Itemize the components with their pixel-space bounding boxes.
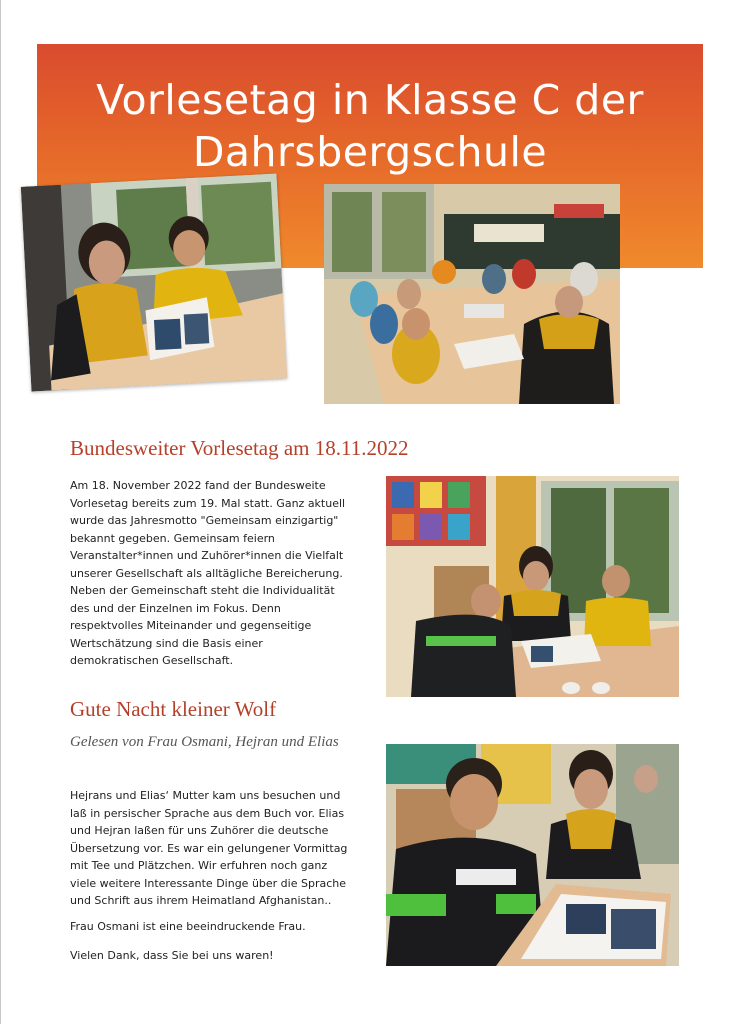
page-edge xyxy=(0,0,1,1024)
paragraph-line: und Schrift aus ihrem Heimatland Afghanistan.. xyxy=(70,894,332,907)
paragraph-line: Am 18. November 2022 fand der Bundesweite xyxy=(70,479,326,492)
photo-mother-reading-with-boy xyxy=(21,173,287,391)
page-title-line-2: Dahrsbergschule xyxy=(192,128,548,176)
closing-line-thanks: Vielen Dank, dass Sie bei uns waren! xyxy=(70,949,274,962)
paragraph-line: mit Tee und Plätzchen. Wir erfuhren noch ganz xyxy=(70,859,328,872)
paragraph-line: wurde das Jahresmotto "Gemeinsam einzigartig" xyxy=(70,514,339,527)
paragraph-line: viele weitere Interessante Dinge über die Sprache xyxy=(70,876,346,890)
paragraph-line: bekannt gegeben. Gemeinsam feiern xyxy=(70,531,275,545)
paragraph-line: respektvolles Miteinander und gegenseitige xyxy=(70,619,312,632)
paragraph-line: und Hejran laßen für uns Zuhörer die deutsche xyxy=(70,824,329,837)
paragraph-line: demokratischen Gesellschaft. xyxy=(70,654,234,667)
paragraph-line: des und der Einzelnen im Fokus. Denn xyxy=(70,601,281,615)
photo-mother-with-two-boys xyxy=(386,476,679,697)
paragraph-line: laß in persischer Sprache aus dem Buch vor. Elias xyxy=(70,806,345,820)
paragraph-line: Vorlesetag bereits zum 19. Mal statt. Ganz aktuell xyxy=(70,496,346,510)
paragraph-line: Neben der Gemeinschaft steht die Individualität xyxy=(70,584,335,597)
paragraph-line: Wertschätzung sind die Basis einer xyxy=(70,636,263,650)
section-heading-vorlesetag: Bundesweiter Vorlesetag am 18.11.2022 xyxy=(70,436,409,460)
page-title-line-1: Vorlesetag in Klasse C der xyxy=(96,76,644,124)
photo-boy-reading-book xyxy=(386,744,679,966)
photo-classroom-group xyxy=(324,184,620,404)
paragraph-line: Übersetzung vor. Es war ein gelungener Vormittag xyxy=(70,841,348,855)
page-title xyxy=(37,74,703,178)
section-subheading-gelesen-von: Gelesen von Frau Osmani, Hejran und Elias xyxy=(70,734,339,750)
section-heading-gute-nacht: Gute Nacht kleiner Wolf xyxy=(70,697,277,721)
closing-line-praise: Frau Osmani ist eine beeindruckende Frau. xyxy=(70,920,306,933)
paragraph-line: unserer Gesellschaft als alltägliche Bereicherung. xyxy=(70,566,343,580)
section-paragraph-besuch xyxy=(70,787,347,910)
paragraph-line: Hejrans und Elias‘ Mutter kam uns besuchen und xyxy=(70,789,341,802)
paragraph-line: Veranstalter*innen und Zuhörer*innen die Vielfalt xyxy=(70,549,344,562)
section-paragraph-vorlesetag xyxy=(70,477,345,670)
